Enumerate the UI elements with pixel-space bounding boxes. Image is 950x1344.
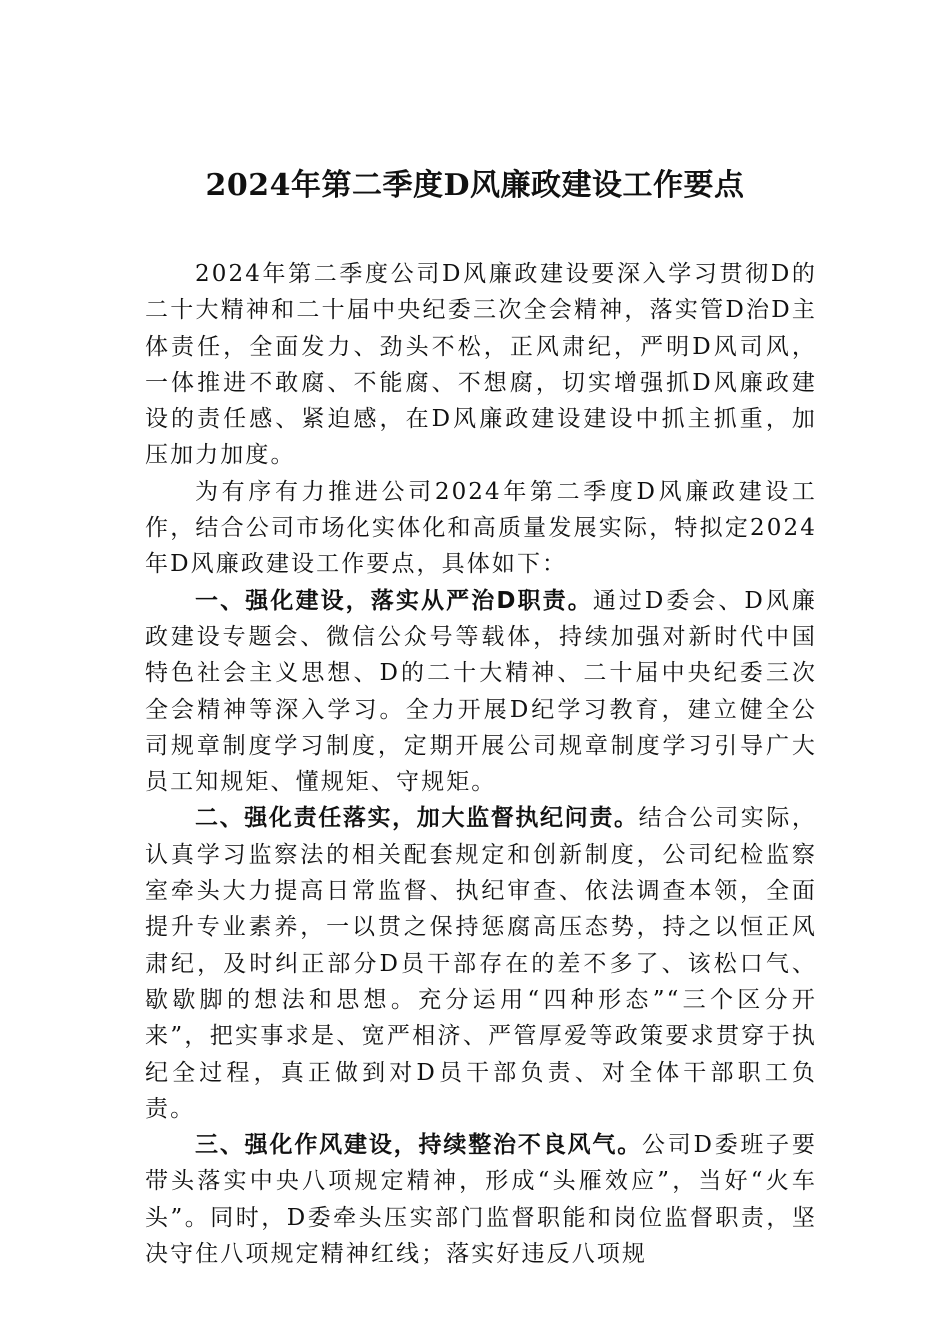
section-one-paragraph — [145, 583, 817, 801]
section-two-paragraph — [145, 800, 817, 1127]
section-three-paragraph — [145, 1127, 817, 1272]
paragraph-text: 公司D委班子要带头落实中央八项规定精神，形成“头雁效应”，当好“火车头”。同时，D委牵头压实部门监督职能和岗位监督职责，坚决守住八项规定精神红线；落实好违反八项规 — [145, 1132, 817, 1268]
document-title: 2024年第二季度D风廉政建设工作要点 — [205, 168, 745, 203]
document-body — [145, 256, 817, 1272]
paragraph-text: 结合公司实际，认真学习监察法的相关配套规定和创新制度，公司纪检监察室牵头大力提高日常监督、执纪审查、依法调查本领，全面提升专业素养，一以贯之保持惩腐高压态势，持之以恒正风肃纪，及时纠正部分D员干部存在的差不多了、该松口气、歇歇脚的想法和思想。充分运用“四种形态”“三个区分开来”，把实事求是、宽严相济、严管厚爱等政策要求贯穿于执纪全过程，真正做到对D员干部负责、对全体干部职工负责。 — [145, 805, 817, 1122]
paragraph-text: 为有序有力推进公司2024年第二季度D风廉政建设工作，结合公司市场化实体化和高质量发展实际，特拟定2024年D风廉政建设工作要点，具体如下： — [145, 478, 817, 578]
intro-paragraph — [145, 256, 817, 474]
section-three-heading: 三、强化作风建设，持续整治不良风气。 — [195, 1132, 643, 1159]
paragraph-text: 2024年第二季度公司D风廉政建设要深入学习贯彻D的二十大精神和二十届中央纪委三次全会精神，落实管D治D主体责任，全面发力、劲头不松，正风肃纪，严明D风司风，一体推进不敢腐、不能腐、不想腐，切实增强抓D风廉政建设的责任感、紧迫感，在D风廉政建设建设中抓主抓重，加压加力加度。 — [145, 261, 817, 469]
purpose-paragraph — [145, 474, 817, 583]
paragraph-text: 通过D委会、D风廉政建设专题会、微信公众号等载体，持续加强对新时代中国特色社会主义思想、D的二十大精神、二十届中央纪委三次全会精神等深入学习。全力开展D纪学习教育，建立健全公司规章制度学习制度，定期开展公司规章制度学习引导广大员工知规矩、懂规矩、守规矩。 — [145, 587, 817, 796]
section-one-heading: 一、强化建设，落实从严治D职责。 — [195, 587, 593, 614]
section-two-heading: 二、强化责任落实，加大监督执纪问责。 — [195, 805, 639, 832]
